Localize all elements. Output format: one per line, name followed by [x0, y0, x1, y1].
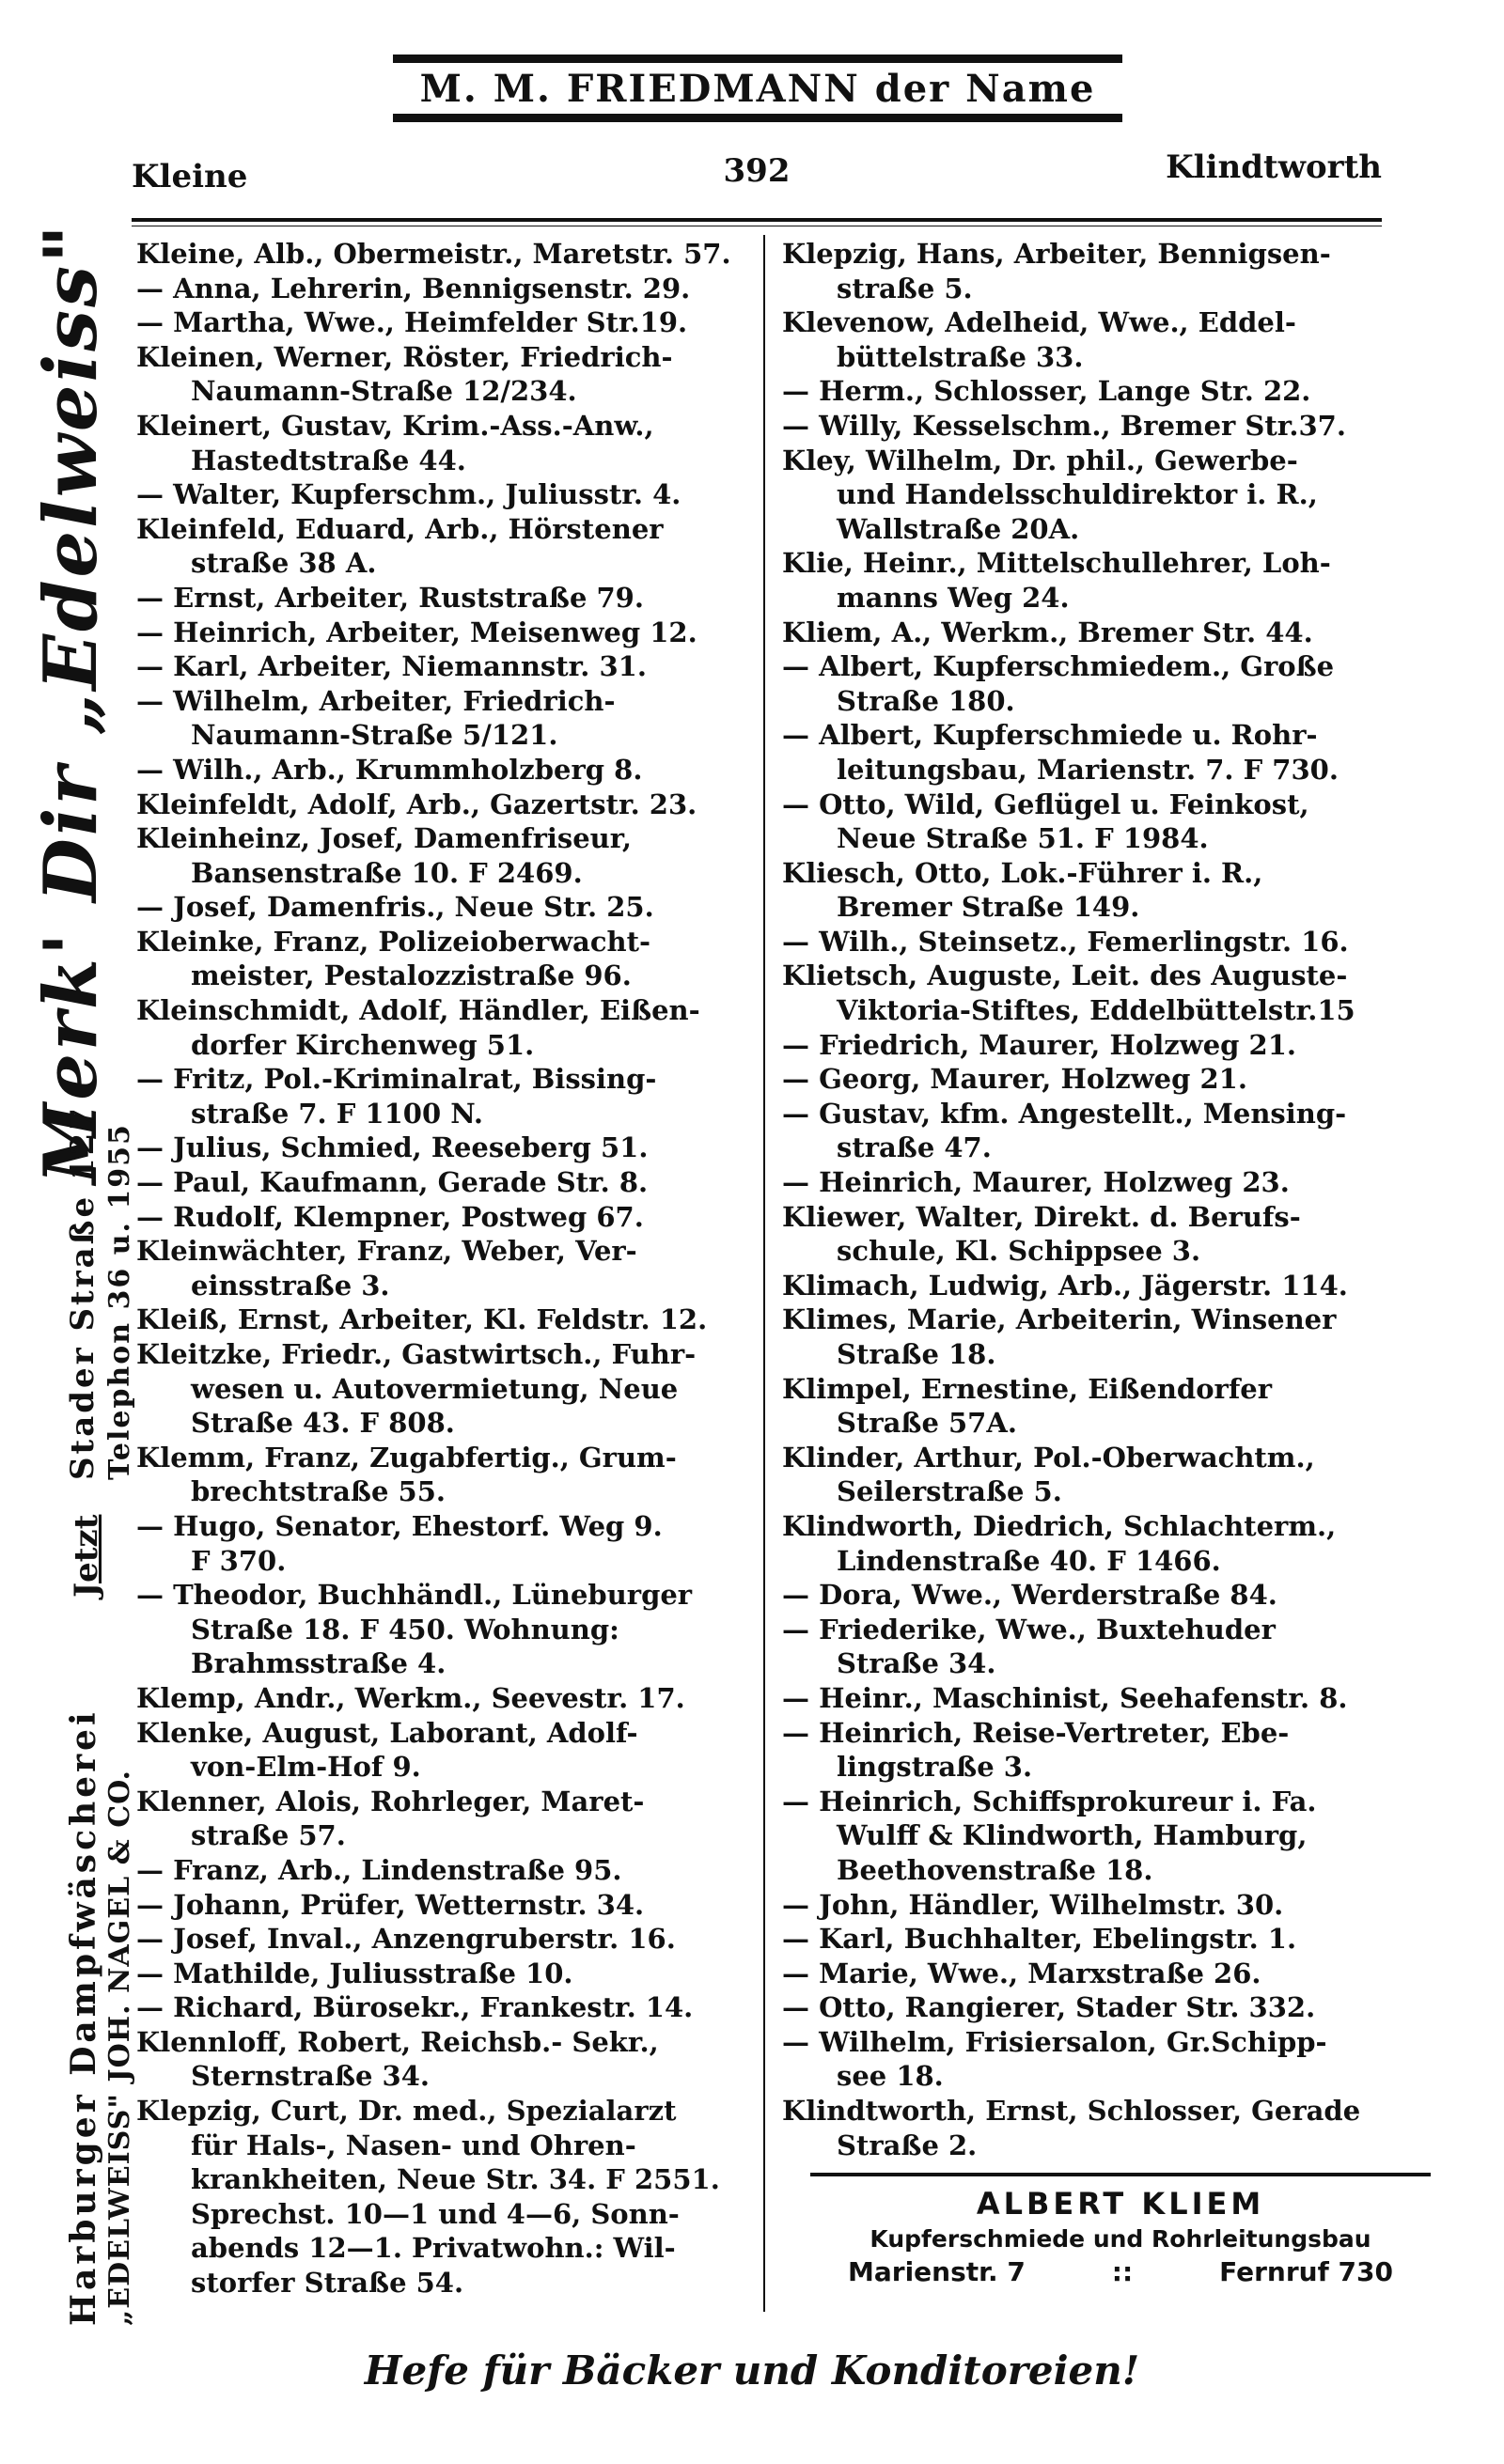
entry-continuation: Straße 18. — [837, 1338, 996, 1370]
left-column — [136, 237, 776, 2300]
directory-entry: Kliewer, Walter, Direkt. d. Berufs- — [782, 1200, 1301, 1233]
advertisement — [810, 2173, 1431, 2314]
directory-entry: — Franz, Arb., Lindenstraße 95. — [136, 1853, 622, 1886]
entry-continuation: krankheiten, Neue Str. 34. F 2551. — [191, 2163, 720, 2196]
directory-entry: Kleinen, Werner, Röster, Friedrich- — [136, 340, 673, 373]
directory-entry: — Heinr., Maschinist, Seehafenstr. 8. — [782, 1681, 1348, 1714]
entry-continuation: Bremer Straße 149. — [837, 891, 1140, 924]
ad-separator: :: — [1111, 2256, 1134, 2287]
directory-entry: Klenner, Alois, Rohrleger, Maret- — [136, 1785, 645, 1817]
directory-entry: — Herm., Schlosser, Lange Str. 22. — [782, 375, 1311, 408]
entry-continuation: und Handelsschuldirektor i. R., — [837, 478, 1318, 511]
page-number: 392 — [723, 152, 791, 190]
directory-entry: — Friederike, Wwe., Buxtehuder — [782, 1613, 1276, 1645]
entry-continuation: Wallstraße 20A. — [837, 512, 1080, 545]
directory-entry: — Walter, Kupferschm., Juliusstr. 4. — [136, 478, 682, 511]
directory-entry: Kleinfeld, Eduard, Arb., Hörstener — [136, 512, 664, 545]
directory-entry: — Theodor, Buchhändl., Lüneburger — [136, 1579, 693, 1612]
directory-entry: — Josef, Inval., Anzengruberstr. 16. — [136, 1923, 676, 1956]
directory-entry: Kleinke, Franz, Polizeioberwacht- — [136, 925, 651, 958]
entry-continuation: meister, Pestalozzistraße 96. — [191, 959, 632, 992]
header-first-entry: Kleine — [132, 158, 248, 195]
directory-entry: — Fritz, Pol.-Kriminalrat, Bissing- — [136, 1063, 657, 1096]
directory-entry: Kleiß, Ernst, Arbeiter, Kl. Feldstr. 12. — [136, 1303, 708, 1336]
directory-entry: Kliesch, Otto, Lok.-Führer i. R., — [782, 856, 1263, 889]
directory-entry: — Otto, Wild, Geflügel u. Feinkost, — [782, 788, 1309, 820]
entry-continuation: Straße 34. — [837, 1647, 996, 1680]
ad-address: Marienstr. 7 — [848, 2256, 1026, 2287]
entry-continuation: dorfer Kirchenweg 51. — [191, 1028, 535, 1061]
entry-continuation: straße 57. — [191, 1819, 346, 1852]
entry-continuation: für Hals-, Nasen- und Ohren- — [191, 2129, 636, 2161]
directory-entry: Klemm, Franz, Zugabfertig., Grum- — [136, 1441, 677, 1474]
directory-entry: — Albert, Kupferschmiedem., Große — [782, 650, 1335, 683]
directory-entry: — Mathilde, Juliusstraße 10. — [136, 1957, 573, 1989]
directory-entry: — Marie, Wwe., Marxstraße 26. — [782, 1957, 1261, 1989]
directory-entry: Klie, Heinr., Mittelschullehrer, Loh- — [782, 547, 1331, 580]
entry-continuation: Straße 18. F 450. Wohnung: — [191, 1613, 619, 1645]
directory-entry: — Richard, Bürosekr., Frankestr. 14. — [136, 1991, 694, 2024]
directory-entry: Klimes, Marie, Arbeiterin, Winsener — [782, 1303, 1337, 1336]
directory-entry: — Heinrich, Maurer, Holzweg 23. — [782, 1166, 1290, 1199]
directory-entry: Klepzig, Curt, Dr. med., Spezialarzt — [136, 2095, 677, 2128]
directory-entry: Klennloff, Robert, Reichsb.- Sekr., — [136, 2025, 659, 2058]
footer-slogan: Hefe für Bäcker und Konditoreien! — [364, 2347, 1140, 2394]
entry-continuation: straße 5. — [837, 272, 973, 304]
directory-entry: Klemp, Andr., Werkm., Seevestr. 17. — [136, 1681, 685, 1714]
right-column — [782, 237, 1440, 2162]
page-header — [132, 141, 1382, 207]
directory-entry: — Karl, Arbeiter, Niemannstr. 31. — [136, 650, 647, 683]
header-last-entry: Klindtworth — [1166, 148, 1382, 186]
directory-entry: Kley, Wilhelm, Dr. phil., Gewerbe- — [782, 444, 1298, 476]
directory-entry: Klinder, Arthur, Pol.-Oberwachtm., — [782, 1441, 1315, 1474]
entry-continuation: straße 7. F 1100 N. — [191, 1097, 483, 1130]
directory-entry: Kleinert, Gustav, Krim.-Ass.-Anw., — [136, 409, 654, 442]
entry-continuation: von-Elm-Hof 9. — [191, 1751, 421, 1784]
header-rule — [132, 218, 1382, 222]
directory-entry: — Wilh., Steinsetz., Femerlingstr. 16. — [782, 925, 1349, 958]
directory-entry: — Hugo, Senator, Ehestorf. Weg 9. — [136, 1509, 663, 1542]
directory-entry: — Georg, Maurer, Holzweg 21. — [782, 1063, 1247, 1096]
directory-entry: — John, Händler, Wilhelmstr. 30. — [782, 1888, 1284, 1921]
directory-entry: — Josef, Damenfris., Neue Str. 25. — [136, 891, 654, 924]
entry-continuation: Straße 180. — [837, 684, 1015, 717]
entry-continuation: Straße 57A. — [837, 1407, 1017, 1440]
entry-continuation: manns Weg 24. — [837, 581, 1070, 614]
ad-company-name: ALBERT KLIEM — [976, 2186, 1265, 2222]
directory-entry: Kleine, Alb., Obermeistr., Maretstr. 57. — [136, 238, 731, 270]
directory-entry: Klenke, August, Laborant, Adolf- — [136, 1716, 638, 1749]
entry-continuation: F 370. — [191, 1544, 287, 1577]
entry-continuation: straße 47. — [837, 1131, 992, 1164]
entry-continuation: Neue Straße 51. F 1984. — [837, 822, 1209, 855]
directory-entry: — Johann, Prüfer, Wetternstr. 34. — [136, 1888, 645, 1921]
entry-continuation: leitungsbau, Marienstr. 7. F 730. — [837, 753, 1339, 786]
directory-entry: Kleitzke, Friedr., Gastwirtsch., Fuhr- — [136, 1338, 697, 1370]
directory-entry: — Karl, Buchhalter, Ebelingstr. 1. — [782, 1923, 1297, 1956]
directory-entry: Klimpel, Ernestine, Eißendorfer — [782, 1372, 1273, 1405]
directory-entry: Kleinschmidt, Adolf, Händler, Eißen- — [136, 994, 700, 1027]
entry-continuation: lingstraße 3. — [837, 1751, 1033, 1784]
entry-continuation: Naumann-Straße 12/234. — [191, 375, 577, 408]
directory-entry: Klindtworth, Ernst, Schlosser, Gerade — [782, 2095, 1361, 2128]
side-jetzt: Jetzt — [68, 1514, 105, 1598]
side-address: Stader Straße 127 — [64, 1105, 102, 1480]
directory-entry: Kleinfeldt, Adolf, Arb., Gazertstr. 23. — [136, 788, 697, 820]
directory-entry: Klindworth, Diedrich, Schlachterm., — [782, 1509, 1337, 1542]
entry-continuation: schule, Kl. Schippsee 3. — [837, 1235, 1201, 1268]
entry-continuation: Beethovenstraße 18. — [837, 1853, 1153, 1886]
directory-entry: — Wilhelm, Frisiersalon, Gr.Schipp- — [782, 2025, 1327, 2058]
entry-continuation: wesen u. Autovermietung, Neue — [191, 1372, 679, 1405]
entry-continuation: see 18. — [837, 2060, 944, 2093]
entry-continuation: Seilerstraße 5. — [837, 1475, 1062, 1508]
entry-continuation: Bansenstraße 10. F 2469. — [191, 856, 583, 889]
entry-continuation: Hastedtstraße 44. — [191, 444, 466, 476]
side-phone: Telephon 36 u. 1955 — [103, 1123, 136, 1480]
ad-business: Kupferschmiede und Rohrleitungsbau — [870, 2225, 1371, 2253]
directory-entry: — Wilh., Arb., Krummholzberg 8. — [136, 753, 643, 786]
entry-continuation: Lindenstraße 40. F 1466. — [837, 1544, 1221, 1577]
directory-entry: — Heinrich, Arbeiter, Meisenweg 12. — [136, 616, 697, 648]
ad-footer — [810, 2256, 1431, 2287]
side-laundry: Harburger Dampfwäscherei — [64, 1708, 103, 2326]
side-company: „EDELWEISS" JOH. NAGEL & CO. — [103, 1770, 136, 2326]
directory-entry: — Otto, Rangierer, Stader Str. 332. — [782, 1991, 1316, 2024]
top-banner: M. M. FRIEDMANN der Name — [393, 55, 1122, 122]
directory-entry: — Paul, Kaufmann, Gerade Str. 8. — [136, 1166, 649, 1199]
directory-entry: — Wilhelm, Arbeiter, Friedrich- — [136, 684, 616, 717]
directory-entry: Kliem, A., Werkm., Bremer Str. 44. — [782, 616, 1313, 648]
directory-entry: — Heinrich, Reise-Vertreter, Ebe- — [782, 1716, 1290, 1749]
directory-entry: — Dora, Wwe., Werderstraße 84. — [782, 1579, 1277, 1612]
entry-continuation: storfer Straße 54. — [191, 2267, 464, 2300]
entry-continuation: Wulff & Klindworth, Hamburg, — [837, 1819, 1308, 1852]
directory-entry: — Albert, Kupferschmiede u. Rohr- — [782, 719, 1318, 752]
directory-entry: — Martha, Wwe., Heimfelder Str.19. — [136, 306, 688, 339]
entry-continuation: Straße 2. — [837, 2129, 978, 2161]
directory-entry: Klepzig, Hans, Arbeiter, Bennigsen- — [782, 238, 1331, 270]
directory-entry: Kleinwächter, Franz, Weber, Ver- — [136, 1235, 637, 1268]
entry-continuation: Brahmsstraße 4. — [191, 1647, 446, 1680]
entry-continuation: einsstraße 3. — [191, 1269, 390, 1302]
directory-entry: — Gustav, kfm. Angestellt., Mensing- — [782, 1097, 1347, 1130]
column-divider — [763, 235, 765, 2312]
entry-continuation: Naumann-Straße 5/121. — [191, 719, 558, 752]
side-motto: Merk' Dir „Edelweiss" — [28, 222, 114, 1184]
entry-continuation: brechtstraße 55. — [191, 1475, 446, 1508]
directory-entry: Kleinheinz, Josef, Damenfriseur, — [136, 822, 632, 855]
ad-phone: Fernruf 730 — [1219, 2256, 1393, 2287]
entry-continuation: büttelstraße 33. — [837, 340, 1084, 373]
directory-entry: — Rudolf, Klempner, Postweg 67. — [136, 1200, 644, 1233]
entry-continuation: Sternstraße 34. — [191, 2060, 430, 2093]
directory-entry: — Heinrich, Schiffsprokureur i. Fa. — [782, 1785, 1317, 1817]
entry-continuation: Straße 43. F 808. — [191, 1407, 455, 1440]
directory-entry: Klietsch, Auguste, Leit. des Auguste- — [782, 959, 1348, 992]
directory-entry: — Ernst, Arbeiter, Ruststraße 79. — [136, 581, 644, 614]
directory-entry: — Anna, Lehrerin, Bennigsenstr. 29. — [136, 272, 691, 304]
directory-entry: — Julius, Schmied, Reeseberg 51. — [136, 1131, 649, 1164]
directory-entry: Klevenow, Adelheid, Wwe., Eddel- — [782, 306, 1296, 339]
entry-continuation: abends 12—1. Privatwohn.: Wil- — [191, 2232, 676, 2265]
directory-entry: — Willy, Kesselschm., Bremer Str.37. — [782, 409, 1346, 442]
entry-continuation: Sprechst. 10—1 und 4—6, Sonn- — [191, 2197, 680, 2230]
entry-continuation: straße 38 A. — [191, 547, 377, 580]
directory-entry: — Friedrich, Maurer, Holzweg 21. — [782, 1028, 1296, 1061]
entry-continuation: Viktoria-Stiftes, Eddelbüttelstr.15 — [837, 994, 1355, 1027]
directory-entry: Klimach, Ludwig, Arb., Jägerstr. 114. — [782, 1269, 1348, 1302]
